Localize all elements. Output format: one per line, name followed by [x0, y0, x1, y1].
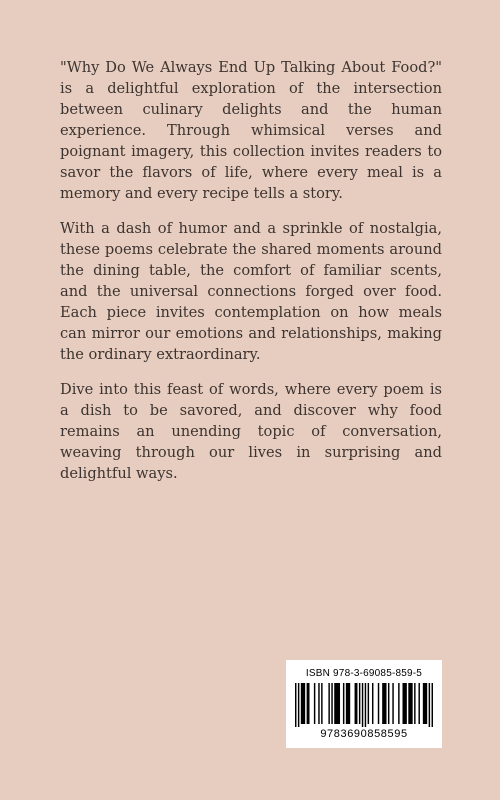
barcode-bar — [418, 683, 419, 724]
barcode-bar — [355, 683, 358, 724]
barcode-bar — [365, 683, 366, 727]
barcode-bar — [298, 683, 299, 727]
barcode-bar — [378, 683, 379, 724]
barcode-bar — [346, 683, 350, 724]
barcode-bar — [414, 683, 415, 724]
barcode-bar — [318, 683, 319, 724]
barcode-bar — [368, 683, 369, 724]
barcode-bar — [432, 683, 433, 727]
barcode-bar — [295, 683, 296, 727]
barcode-bar — [343, 683, 344, 724]
barcode-bar — [331, 683, 332, 724]
barcode-bar — [402, 683, 406, 724]
barcode-bar — [392, 683, 393, 724]
barcode-bar — [301, 683, 305, 724]
barcode-bar — [321, 683, 322, 724]
barcode-bar — [328, 683, 329, 724]
barcode-bar — [359, 683, 360, 724]
barcode-bar — [334, 683, 340, 724]
barcode-bars — [295, 683, 433, 727]
barcode-bar — [314, 683, 315, 724]
barcode-bar — [398, 683, 399, 724]
barcode-bar — [408, 683, 412, 724]
barcode-bar — [382, 683, 386, 724]
barcode-bar — [362, 683, 363, 727]
ean-digits: 9783690858595 — [320, 728, 408, 740]
barcode-bar — [307, 683, 310, 724]
blurb-text — [60, 57, 442, 498]
barcode-bar — [429, 683, 430, 727]
barcode-bar — [423, 683, 427, 724]
isbn-label: ISBN 978-3-69085-859-5 — [305, 668, 423, 679]
barcode-panel — [286, 660, 442, 748]
barcode-bar — [388, 683, 389, 724]
blurb-paragraph-2: With a dash of humor and a sprinkle of nostalgia, these poems celebrate the shared moments around the dining table, the comfort of familiar scents, and the universal connections forged over food. Each piece invites contemplation on how meals can mirror our emotions and relationships, making the ordinary extraordinary. — [60, 220, 442, 363]
blurb-paragraph-3: Dive into this feast of words, where every poem is a dish to be savored, and discover why food remains an unending topic of conversation, weaving through our lives in surprising and delightful ways. — [60, 381, 442, 482]
barcode-bar — [372, 683, 373, 724]
blurb-paragraph-1: "Why Do We Always End Up Talking About Food?" is a delightful exploration of the intersection between culinary delights and the human experience. Through whimsical verses and poignant imagery, this collection invites readers to savor the flavors of life, where every meal is a memory and every recipe tells a story. — [60, 59, 442, 202]
